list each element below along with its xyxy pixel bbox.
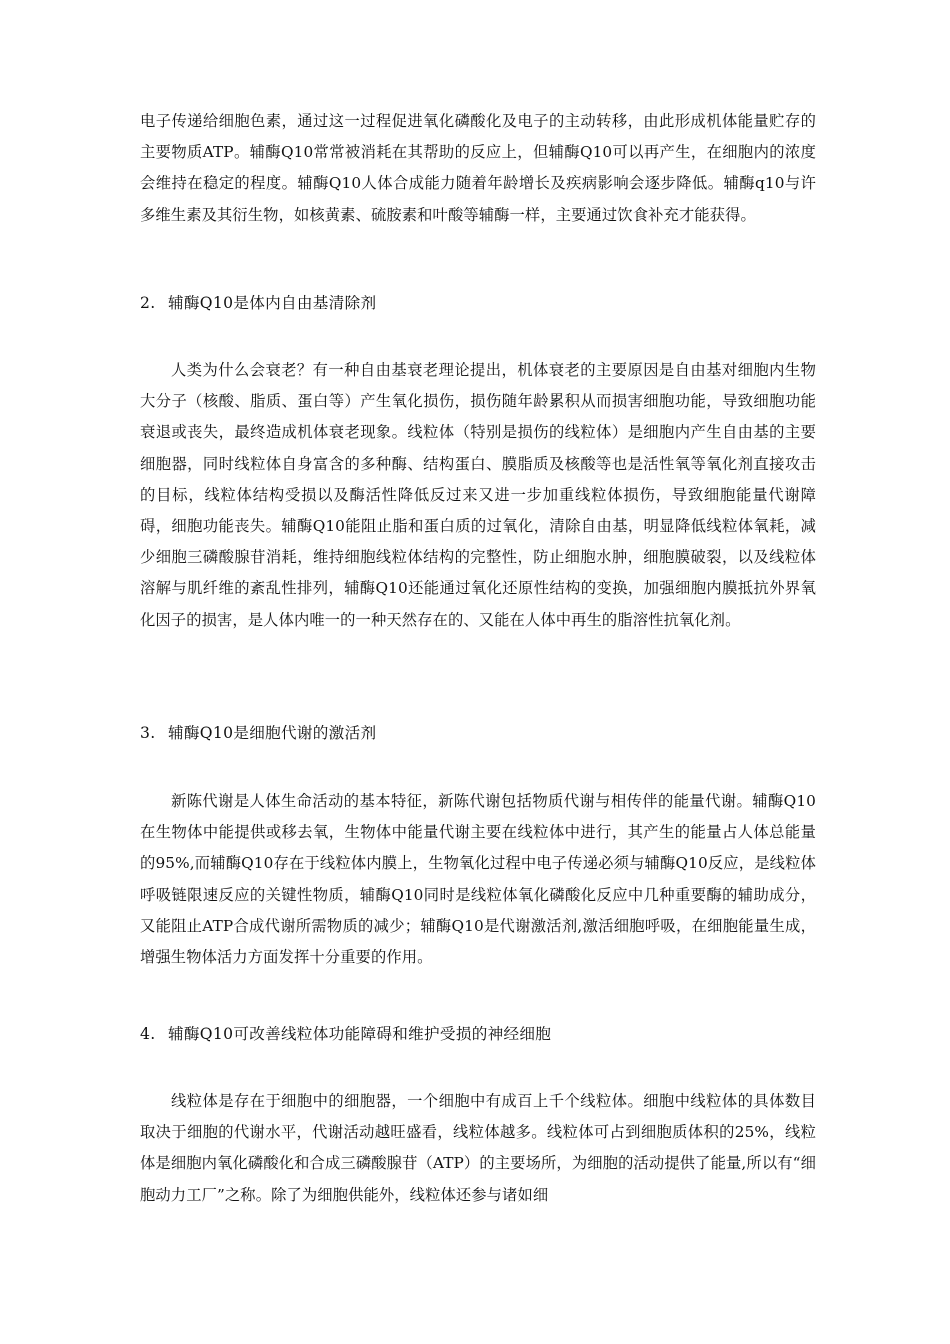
section-heading-2 (140, 291, 816, 315)
section-title: 辅酶Q10是细胞代谢的激活剂 (168, 724, 377, 742)
section-number: 2. (140, 294, 156, 312)
section-title: 辅酶Q10可改善线粒体功能障碍和维护受损的神经细胞 (168, 1025, 552, 1043)
section-title: 辅酶Q10是体内自由基清除剂 (168, 294, 377, 312)
paragraph-metabolism: 新陈代谢是人体生命活动的基本特征，新陈代谢包括物质代谢与相传伴的能量代谢。辅酶Q10在生物体中能提供或移去氧，生物体中能量代谢主要在线粒体中进行，其产生的能量占人体总能量的95%,而辅酶Q10存在于线粒体内膜上，生物氧化过程中电子传递必须与辅酶Q10反应，是线粒体呼吸链限速反应的关键性物质，辅酶Q10同时是线粒体氧化磷酸化反应中几种重要酶的辅助成分，又能阻止ATP合成代谢所需物质的减少；辅酶Q10是代谢激活剂,激活细胞呼吸，在细胞能量生成，增强生物体活力方面发挥十分重要的作用。 (140, 792, 816, 967)
section-number: 3. (140, 724, 156, 742)
paragraph-free-radical: 人类为什么会衰老？有一种自由基衰老理论提出，机体衰老的主要原因是自由基对细胞内生物大分子（核酸、脂质、蛋白等）产生氧化损伤，损伤随年龄累积从而损害细胞功能，导致细胞功能衰退或丧失，最终造成机体衰老现象。线粒体（特别是损伤的线粒体）是细胞内产生自由基的主要细胞器，同时线粒体自身富含的多种酶、结构蛋白、膜脂质及核酸等也是活性氧等氧化剂直接攻击的目标，线粒体结构受损以及酶活性降低反过来又进一步加重线粒体损伤，导致细胞能量代谢障碍，细胞功能丧失。辅酶Q10能阻止脂和蛋白质的过氧化，清除自由基，明显降低线粒体氧耗，减少细胞三磷酸腺苷消耗，维持细胞线粒体结构的完整性，防止细胞水肿，细胞膜破裂，以及线粒体溶解与肌纤维的紊乱性排列，辅酶Q10还能通过氧化还原性结构的变换，加强细胞内膜抵抗外界氧化因子的损害，是人体内唯一的一种天然存在的、又能在人体中再生的脂溶性抗氧化剂。 (140, 361, 816, 629)
section-heading-4 (140, 1022, 816, 1046)
section-heading-3 (140, 721, 816, 745)
section-number: 4. (140, 1025, 156, 1043)
paragraph-mitochondria: 线粒体是存在于细胞中的细胞器，一个细胞中有成百上千个线粒体。细胞中线粒体的具体数目取决于细胞的代谢水平，代谢活动越旺盛看，线粒体越多。线粒体可占到细胞质体积的25%，线粒体是细胞内氧化磷酸化和合成三磷酸腺苷（ATP）的主要场所，为细胞的活动提供了能量,所以有“细胞动力工厂”之称。除了为细胞供能外，线粒体还参与诸如细 (140, 1092, 816, 1204)
paragraph-atp-storage: 电子传递给细胞色素，通过这一过程促进氧化磷酸化及电子的主动转移，由此形成机体能量贮存的主要物质ATP。辅酶Q10常常被消耗在其帮助的反应上，但辅酶Q10可以再产生，在细胞内的浓度会维持在稳定的程度。辅酶Q10人体合成能力随着年龄增长及疾病影响会逐步降低。辅酶q10与许多维生素及其衍生物，如核黄素、硫胺素和叶酸等辅酶一样，主要通过饮食补充才能获得。 (140, 112, 816, 224)
